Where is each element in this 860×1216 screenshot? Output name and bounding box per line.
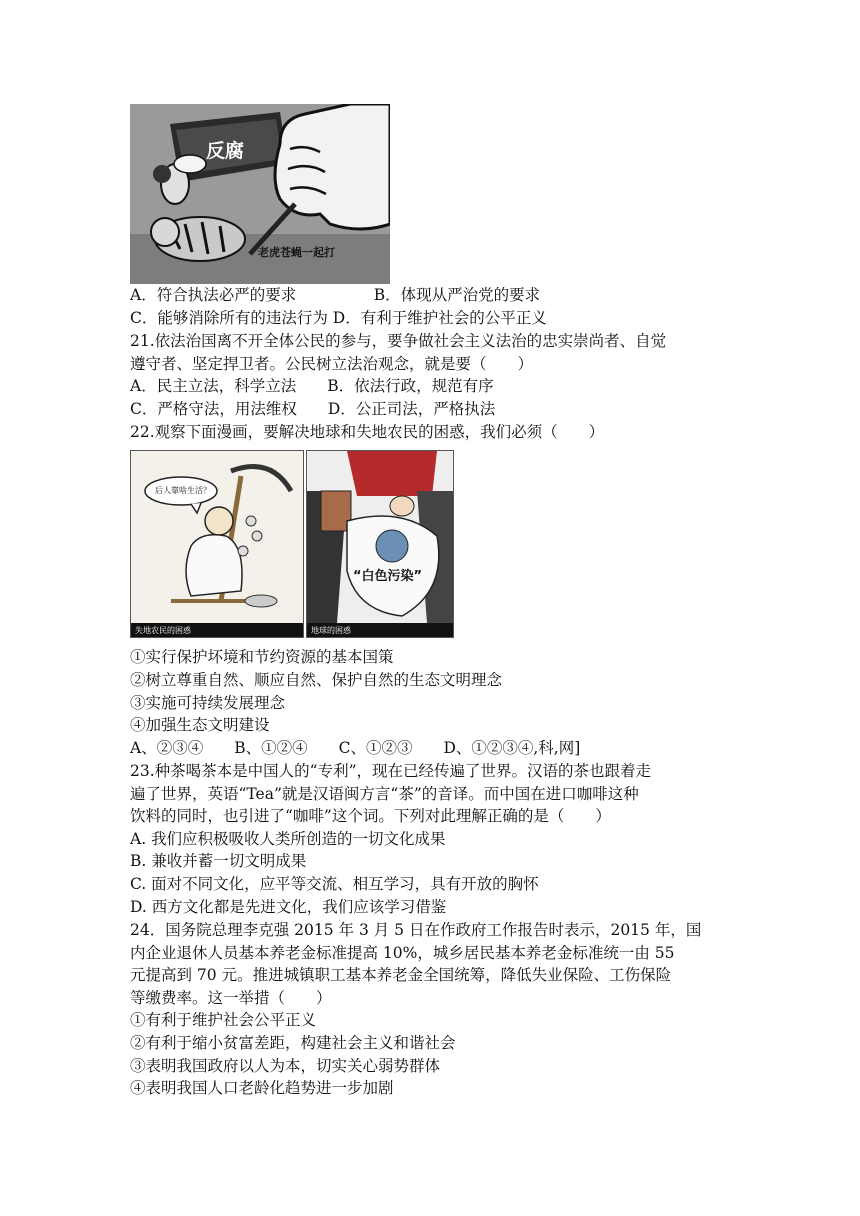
q21-options-line1: A．民主立法，科学立法 B．依法行政，规范有序 xyxy=(130,377,494,395)
landless-farmer-cartoon xyxy=(130,450,304,638)
q23-stem-line1: 23.种茶喝茶本是中国人的“专利”，现在已经传遍了世界。汉语的茶也跟着走 xyxy=(130,762,652,780)
q22-item-2: ②树立尊重自然、顺应自然、保护自然的生态文明理念 xyxy=(130,671,503,689)
q22-options: A、②③④ B、①②④ C、①②③ D、①②③④,科,网] xyxy=(130,739,581,757)
caption-bar xyxy=(131,623,303,637)
farmer-illustration xyxy=(131,451,303,623)
q23-option-c: C. 面对不同文化，应平等交流、相互学习，具有开放的胸怀 xyxy=(130,875,539,893)
pollution-illustration xyxy=(307,451,453,623)
q23-stem-line3: 饮料的同时，也引进了“咖啡”这个词。下列对此理解正确的是（ ） xyxy=(130,807,611,825)
q24-stem-line3: 元提高到 70 元。推进城镇职工基本养老金全国统筹，降低失业保险、工伤保险 xyxy=(130,966,672,984)
cartoon-left-caption: 失地农民的困惑 xyxy=(135,626,191,635)
q23-option-a: A. 我们应积极吸收人类所创造的一切文化成果 xyxy=(130,830,446,848)
cartoon-right-caption: 地球的困惑 xyxy=(311,626,351,635)
q22-item-4: ④加强生态文明建设 xyxy=(130,716,270,734)
q23-stem-line2: 遍了世界，英语“Tea”就是汉语闽方言“茶”的音译。而中国在进口咖啡这种 xyxy=(130,785,639,803)
q21-options-line2: C．严格守法，用法维权 D．公正司法，严格执法 xyxy=(130,400,496,418)
q20-options-line1: A．符合执法必严的要求 B．体现从严治党的要求 xyxy=(130,286,541,304)
q22-item-1: ①实行保护坏境和节约资源的基本国策 xyxy=(130,648,394,666)
q24-item-4: ④表明我国人口老龄化趋势进一步加剧 xyxy=(130,1079,394,1097)
q24-stem-line2: 内企业退休人员基本养老金标准提高 10%，城乡居民基本养老金标准统一由 55 xyxy=(130,944,675,962)
q24-item-3: ③表明我国政府以人为本，切实关心弱势群体 xyxy=(130,1057,441,1075)
q23-option-b: B. 兼收并蓄一切文明成果 xyxy=(130,852,307,870)
q24-stem-line1: 24．国务院总理李克强 2015 年 3 月 5 日在作政府工作报告时表示，2015 年，国 xyxy=(130,921,702,939)
q24-stem-line4: 等缴费率。这一举措（ ） xyxy=(130,989,332,1007)
banner-text: 反腐 xyxy=(206,140,245,162)
q22-stem: 22.观察下面漫画，要解决地球和失地农民的困惑，我们必须（ ） xyxy=(130,423,605,441)
caption-bar xyxy=(307,623,453,637)
cartoon-caption: 老虎苍蝇一起打 xyxy=(258,246,335,259)
q22-item-3: ③实施可持续发展理念 xyxy=(130,694,286,712)
q21-stem-line1: 21.依法治国离不开全体公民的参与，要争做社会主义法治的忠实崇尚者、自觉 xyxy=(130,332,667,350)
speech-bubble-text: 后人靠啥生活？ xyxy=(155,486,211,495)
anti-corruption-cartoon xyxy=(130,104,390,284)
q24-item-1: ①有利于维护社会公平正义 xyxy=(130,1011,317,1029)
white-pollution-cartoon xyxy=(306,450,454,638)
q24-item-2: ②有利于缩小贫富差距，构建社会主义和谐社会 xyxy=(130,1034,456,1052)
bag-text: “白色污染” xyxy=(353,569,423,584)
q23-option-d: D. 西方文化都是先进文化，我们应该学习借鉴 xyxy=(130,898,447,916)
q20-options-line2: C．能够消除所有的违法行为 D．有利于维护社会的公平正义 xyxy=(130,309,547,327)
q21-stem-line2: 遵守者、坚定捍卫者。公民树立法治观念，就是要（ ） xyxy=(130,355,534,373)
